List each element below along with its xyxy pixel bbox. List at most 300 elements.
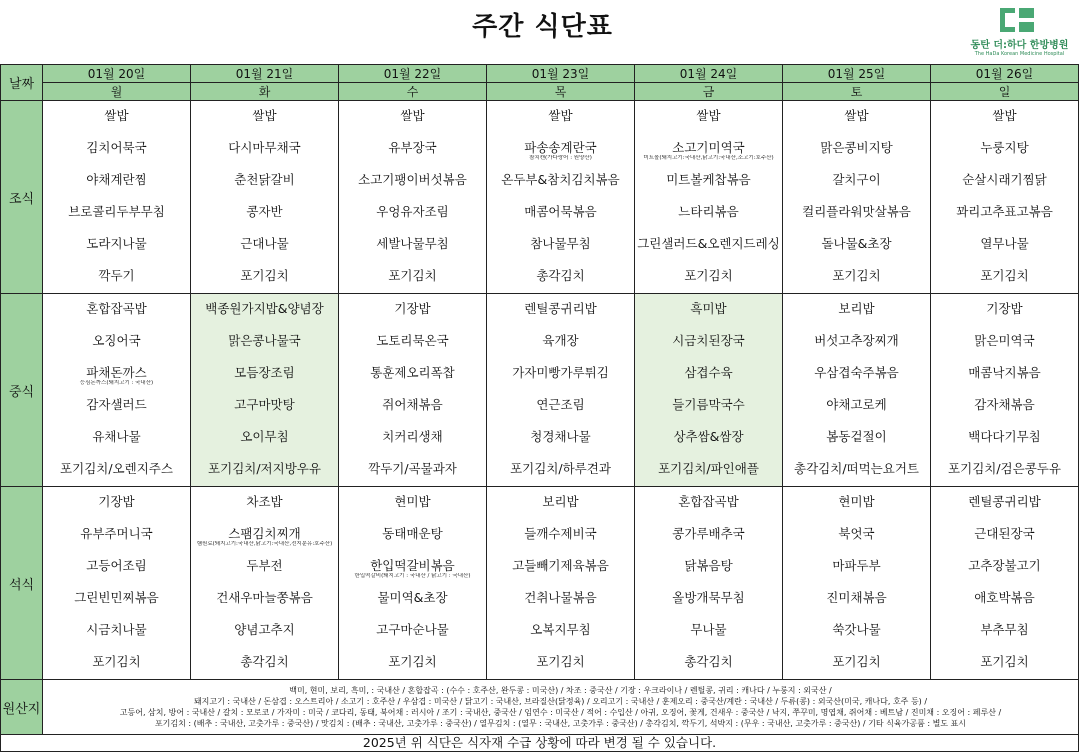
meal-cell xyxy=(43,487,191,680)
menu-item-text: 북엇국 xyxy=(838,526,875,541)
menu-item-note: 미트볼(돼지고기:국내산,닭고기:국내산,소고기:호주산) xyxy=(643,155,774,161)
menu-item xyxy=(931,133,1078,165)
menu-item xyxy=(43,454,190,486)
menu-item-text: 기장밥 xyxy=(98,494,135,509)
menu-item-text: 근대된장국 xyxy=(974,526,1035,541)
day-header: 토 xyxy=(783,83,931,101)
menu-item xyxy=(635,165,782,197)
menu-item-text: 렌틸콩귀리밥 xyxy=(968,494,1041,509)
meal-cell xyxy=(191,487,339,680)
menu-item-text: 참나물무침 xyxy=(530,236,591,251)
menu-item xyxy=(783,197,930,229)
menu-item xyxy=(191,197,338,229)
date-row xyxy=(1,65,1079,83)
menu-item-text: 닭볶음탕 xyxy=(684,558,733,573)
menu-item xyxy=(339,261,486,293)
menu-item-text: 매콤낙지볶음 xyxy=(968,365,1041,380)
menu-item-text: 쥐어채볶음 xyxy=(382,397,443,412)
menu-item-text: 미트볼케찹볶음 xyxy=(666,172,751,187)
menu-item xyxy=(783,390,930,422)
meal-cell xyxy=(931,101,1079,294)
day-row xyxy=(1,83,1079,101)
menu-item-text: 유채나물 xyxy=(92,429,141,444)
menu-item-text: 소고기미역국 xyxy=(672,140,745,155)
menu-item-text: 진미채볶음 xyxy=(826,590,887,605)
menu-item xyxy=(783,615,930,647)
menu-item xyxy=(339,615,486,647)
origin-line: 돼지고기 : 국내산 / 돈삼겹 : 오스트리아 / 소고기 : 호주산 / 우삼겹 : 미국산 / 닭고기 : 국내산, 브라질산(닭정육) / 오리고기 : 국내산 / 훈제오리 : 중국산/계란 : 국내산 / 두류(콩) : 외국산(미국, 캐나다, 호주 등) / xyxy=(193,697,928,706)
menu-item-text: 쑥갓나물 xyxy=(832,622,881,637)
menu-item xyxy=(487,294,634,326)
meal-cell xyxy=(783,101,931,294)
menu-item xyxy=(43,390,190,422)
menu-item-note: 등심돈까스(돼지고기 : 국내산) xyxy=(79,380,154,386)
menu-item-text: 현미밥 xyxy=(394,494,431,509)
menu-item-text: 고구마맛탕 xyxy=(234,397,295,412)
hospital-logo xyxy=(962,6,1077,62)
menu-item-text: 느타리볶음 xyxy=(678,204,739,219)
menu-item xyxy=(191,422,338,454)
meal-cell xyxy=(43,101,191,294)
menu-item xyxy=(487,422,634,454)
menu-item-text: 포기김치/오렌지주스 xyxy=(60,461,173,476)
menu-item-text: 김치어묵국 xyxy=(86,140,147,155)
origin-row xyxy=(1,680,1079,735)
meal-cell xyxy=(191,294,339,487)
menu-item-text: 버섯고추장찌개 xyxy=(814,333,899,348)
menu-item-text: 연근조림 xyxy=(536,397,585,412)
menu-item xyxy=(43,551,190,583)
menu-item xyxy=(635,261,782,293)
menu-item xyxy=(487,519,634,551)
menu-item xyxy=(635,551,782,583)
menu-item xyxy=(635,390,782,422)
menu-item xyxy=(783,101,930,133)
menu-item xyxy=(339,519,486,551)
menu-item-text: 맑은콩나물국 xyxy=(228,333,301,348)
menu-item-text: 백종원가지밥&양념장 xyxy=(205,301,324,316)
menu-item-text: 세발나물무침 xyxy=(376,236,449,251)
menu-item xyxy=(783,261,930,293)
menu-item-text: 우엉유자조림 xyxy=(376,204,449,219)
menu-item xyxy=(339,133,486,165)
meal-row xyxy=(1,294,1079,487)
menu-item xyxy=(931,647,1078,679)
menu-item-text: 콩가루배추국 xyxy=(672,526,745,541)
origin-label: 원산지 xyxy=(1,680,43,735)
menu-item-text: 누룽지탕 xyxy=(980,140,1029,155)
menu-item-text: 포기김치 xyxy=(388,268,437,283)
menu-item-text: 오이무침 xyxy=(240,429,289,444)
menu-item xyxy=(339,165,486,197)
menu-item xyxy=(191,294,338,326)
menu-item xyxy=(487,358,634,390)
menu-item xyxy=(43,422,190,454)
menu-item-text: 렌틸콩귀리밥 xyxy=(524,301,597,316)
menu-item-text: 보리밥 xyxy=(542,494,579,509)
menu-item xyxy=(931,551,1078,583)
menu-item-text: 고추장불고기 xyxy=(968,558,1041,573)
menu-item xyxy=(635,358,782,390)
menu-item-text: 유부장국 xyxy=(388,140,437,155)
menu-item-text: 청경채나물 xyxy=(530,429,591,444)
menu-item-text: 맑은콩비지탕 xyxy=(820,140,893,155)
menu-item-text: 상추쌈&쌈장 xyxy=(673,429,744,444)
meal-cell xyxy=(783,294,931,487)
menu-item-text: 애호박볶음 xyxy=(974,590,1035,605)
origin-line: 포기김치 : (배추 : 국내산, 고춧가루 : 중국산) / 맛김치 : (배추 : 국내산, 고춧가루 : 중국산) / 열무김치 : (열무 : 국내산, 고춧가루 : 중국산) / 총각김치, 깍두기, 석박지 : (무우 : 국내산, 고춧가루 : 중국산) / 기타 식육가공품 : 별도 표시 xyxy=(154,719,967,728)
menu-item-note: 참치캔(가다랑어 : 원양산) xyxy=(529,155,592,161)
menu-item xyxy=(339,326,486,358)
menu-item-text: 혼합잡곡밥 xyxy=(678,494,739,509)
menu-item-text: 육개장 xyxy=(542,333,579,348)
menu-item xyxy=(487,647,634,679)
menu-item-text: 춘천닭갈비 xyxy=(234,172,295,187)
menu-item-text: 스팸김치찌개 xyxy=(228,526,301,541)
menu-item xyxy=(191,229,338,261)
menu-item xyxy=(931,487,1078,519)
menu-item xyxy=(635,326,782,358)
menu-item-text: 쌀밥 xyxy=(696,108,721,123)
menu-item xyxy=(191,487,338,519)
meal-row xyxy=(1,487,1079,680)
meal-label: 석식 xyxy=(1,487,43,680)
meal-cell xyxy=(783,487,931,680)
menu-item xyxy=(487,583,634,615)
menu-item-text: 양념고추지 xyxy=(234,622,295,637)
menu-item xyxy=(487,487,634,519)
menu-item-text: 매콤어묵볶음 xyxy=(524,204,597,219)
menu-item-text: 들깨수제비국 xyxy=(524,526,597,541)
date-label: 날짜 xyxy=(1,65,43,101)
menu-item xyxy=(487,197,634,229)
menu-item-text: 건취나물볶음 xyxy=(524,590,597,605)
day-header: 수 xyxy=(339,83,487,101)
weekly-menu-table xyxy=(0,64,1079,752)
menu-item-text: 열무나물 xyxy=(980,236,1029,251)
menu-item-text: 기장밥 xyxy=(986,301,1023,316)
date-header: 01월 23일 xyxy=(487,65,635,83)
menu-item-text: 포기김치 xyxy=(388,654,437,669)
page-title: 주간 식단표 xyxy=(472,12,613,42)
date-header: 01월 22일 xyxy=(339,65,487,83)
menu-item xyxy=(43,583,190,615)
menu-item-text: 고구마순나물 xyxy=(376,622,449,637)
menu-item xyxy=(783,358,930,390)
menu-item xyxy=(635,519,782,551)
meal-cell xyxy=(635,101,783,294)
meal-cell xyxy=(931,294,1079,487)
meal-cell xyxy=(191,101,339,294)
menu-item-text: 부추무침 xyxy=(980,622,1029,637)
menu-item xyxy=(339,583,486,615)
menu-item-text: 감자샐러드 xyxy=(86,397,147,412)
meal-cell xyxy=(635,294,783,487)
menu-item-text: 꽈리고추표고볶음 xyxy=(956,204,1053,219)
menu-item-text: 쌀밥 xyxy=(400,108,425,123)
menu-item xyxy=(191,454,338,486)
menu-item xyxy=(487,615,634,647)
menu-item-text: 포기김치 xyxy=(832,654,881,669)
menu-item-text: 감자채볶음 xyxy=(974,397,1035,412)
menu-item-text: 통훈제오리폭찹 xyxy=(370,365,455,380)
menu-item xyxy=(191,101,338,133)
menu-item-text: 포기김치 xyxy=(980,654,1029,669)
menu-item xyxy=(339,422,486,454)
menu-item-text: 동태매운탕 xyxy=(382,526,443,541)
menu-item-text: 치커리생채 xyxy=(382,429,443,444)
menu-item xyxy=(191,551,338,583)
menu-item-text: 우삼겹숙주볶음 xyxy=(814,365,899,380)
menu-item xyxy=(43,197,190,229)
menu-item xyxy=(43,261,190,293)
meal-label: 조식 xyxy=(1,101,43,294)
date-header: 01월 24일 xyxy=(635,65,783,83)
logo-subtitle: The HaDa Korean Medicine Hospital xyxy=(974,51,1065,57)
menu-item xyxy=(487,326,634,358)
date-header: 01월 20일 xyxy=(43,65,191,83)
menu-item xyxy=(43,133,190,165)
menu-item xyxy=(635,422,782,454)
menu-item xyxy=(43,326,190,358)
menu-item xyxy=(931,583,1078,615)
notice-text: 2025년 위 식단은 식자재 수급 상황에 따라 변경 될 수 있습니다. xyxy=(1,735,1079,752)
menu-item xyxy=(339,197,486,229)
menu-item-text: 포기김치 xyxy=(684,268,733,283)
day-header: 화 xyxy=(191,83,339,101)
menu-item xyxy=(931,358,1078,390)
menu-item xyxy=(931,615,1078,647)
menu-item-text: 보리밥 xyxy=(838,301,875,316)
menu-item xyxy=(783,551,930,583)
menu-item-text: 야채계란찜 xyxy=(86,172,147,187)
menu-item xyxy=(783,229,930,261)
menu-item-text: 근대나물 xyxy=(240,236,289,251)
menu-item xyxy=(191,358,338,390)
menu-item xyxy=(43,294,190,326)
menu-item xyxy=(931,519,1078,551)
menu-item-text: 오징어국 xyxy=(92,333,141,348)
menu-item xyxy=(783,294,930,326)
menu-item-text: 흑미밥 xyxy=(690,301,727,316)
menu-item-text: 포기김치 xyxy=(240,268,289,283)
menu-item-text: 모듬장조림 xyxy=(234,365,295,380)
menu-item-text: 한입떡갈비볶음 xyxy=(370,558,455,573)
menu-item-text: 총각김치 xyxy=(240,654,289,669)
menu-item-text: 쌀밥 xyxy=(992,108,1017,123)
origin-line: 백미, 현미, 보리, 흑미, : 국내산 / 혼합잡곡 : (수수 : 호주산, 완두콩 : 미국산) / 차조 : 중국산 / 기장 : 우크라이나 / 렌틸콩, 귀리 : 캐나다 / 누룽지 : 외국산 / xyxy=(289,686,832,695)
menu-item-text: 오복지무침 xyxy=(530,622,591,637)
menu-item-text: 고등어조림 xyxy=(86,558,147,573)
menu-item-text: 총각김치/떠먹는요거트 xyxy=(794,461,919,476)
meal-cell xyxy=(931,487,1079,680)
menu-item-text: 현미밥 xyxy=(838,494,875,509)
hospital-logo-icon xyxy=(1000,8,1034,32)
menu-item-text: 그린빈민찌볶음 xyxy=(74,590,159,605)
menu-item-text: 가자미빵가루튀김 xyxy=(512,365,609,380)
menu-item xyxy=(783,487,930,519)
day-header: 목 xyxy=(487,83,635,101)
menu-item-text: 들기름막국수 xyxy=(672,397,745,412)
menu-item xyxy=(487,101,634,133)
menu-item xyxy=(931,101,1078,133)
menu-item-text: 총각김치 xyxy=(536,268,585,283)
date-header: 01월 25일 xyxy=(783,65,931,83)
menu-item xyxy=(783,165,930,197)
menu-item-text: 봄동겉절이 xyxy=(826,429,887,444)
menu-item xyxy=(487,261,634,293)
menu-item xyxy=(339,551,486,583)
menu-item xyxy=(931,326,1078,358)
meal-cell xyxy=(339,101,487,294)
day-header: 일 xyxy=(931,83,1079,101)
menu-item xyxy=(931,454,1078,486)
menu-item-text: 소고기팽이버섯볶음 xyxy=(358,172,467,187)
menu-item xyxy=(635,101,782,133)
menu-item xyxy=(43,229,190,261)
menu-item xyxy=(191,519,338,551)
menu-item-text: 포기김치/하루견과 xyxy=(510,461,611,476)
menu-item xyxy=(931,229,1078,261)
menu-item xyxy=(191,647,338,679)
origin-info xyxy=(43,680,1079,735)
menu-item-text: 콩자반 xyxy=(246,204,283,219)
menu-item-text: 깍두기/곡물과자 xyxy=(368,461,457,476)
menu-item-text: 시금치된장국 xyxy=(672,333,745,348)
menu-item xyxy=(339,454,486,486)
menu-item-text: 갈치구이 xyxy=(832,172,881,187)
menu-item xyxy=(43,165,190,197)
menu-item-text: 총각김치 xyxy=(684,654,733,669)
menu-item-text: 유부주머니국 xyxy=(80,526,153,541)
date-header: 01월 21일 xyxy=(191,65,339,83)
menu-item-text: 물미역&초장 xyxy=(377,590,448,605)
menu-item-text: 야채고로케 xyxy=(826,397,887,412)
menu-item xyxy=(931,390,1078,422)
menu-item xyxy=(635,294,782,326)
menu-item xyxy=(635,615,782,647)
menu-item-text: 두부전 xyxy=(246,558,283,573)
date-header: 01월 26일 xyxy=(931,65,1079,83)
menu-item xyxy=(931,165,1078,197)
meal-cell xyxy=(339,487,487,680)
menu-item-text: 포기김치/검은콩두유 xyxy=(948,461,1061,476)
menu-item xyxy=(487,454,634,486)
menu-item-text: 기장밥 xyxy=(394,301,431,316)
menu-item xyxy=(191,165,338,197)
meal-cell xyxy=(487,101,635,294)
menu-item xyxy=(931,294,1078,326)
menu-item xyxy=(43,519,190,551)
day-header: 금 xyxy=(635,83,783,101)
menu-item xyxy=(191,390,338,422)
menu-item-text: 쌀밥 xyxy=(104,108,129,123)
menu-item xyxy=(43,487,190,519)
menu-item-text: 파송송계란국 xyxy=(524,140,597,155)
menu-item xyxy=(635,583,782,615)
menu-item xyxy=(931,197,1078,229)
menu-item-text: 컬리플라워맛살볶음 xyxy=(802,204,911,219)
menu-item xyxy=(783,326,930,358)
meal-cell xyxy=(339,294,487,487)
menu-item xyxy=(783,519,930,551)
origin-line: 고등어, 삼치, 방어 : 국내산 / 갈치 : 모로코 / 가자미 : 미국 / 코다리, 동태, 북어채 : 러시아 / 조기 : 국내산, 중국산 / 임연수 : 미국산 / 적어 : 수입산 / 아귀, 오징어, 꽃게, 건새우 : 중국산 / 낙지, 쭈꾸미, 명엽채, 쥐어채 : 베트남 / 진미채 : 오징어 : 페루산 / xyxy=(119,708,1002,717)
menu-item xyxy=(783,583,930,615)
menu-item-text: 마파두부 xyxy=(832,558,881,573)
menu-item-text: 포기김치/파인애플 xyxy=(658,461,759,476)
menu-item xyxy=(931,261,1078,293)
menu-item-text: 혼합잡곡밥 xyxy=(86,301,147,316)
menu-item xyxy=(43,647,190,679)
menu-item-text: 맑은미역국 xyxy=(974,333,1035,348)
menu-item xyxy=(339,390,486,422)
menu-item xyxy=(635,229,782,261)
menu-item xyxy=(783,647,930,679)
menu-item xyxy=(635,487,782,519)
day-header: 월 xyxy=(43,83,191,101)
menu-item xyxy=(487,133,634,165)
meal-label: 중식 xyxy=(1,294,43,487)
menu-item-text: 다시마무채국 xyxy=(228,140,301,155)
menu-item-text: 쌀밥 xyxy=(844,108,869,123)
meal-row xyxy=(1,101,1079,294)
menu-item-text: 건새우마늘쫑볶음 xyxy=(216,590,313,605)
menu-item-text: 순살시래기찜닭 xyxy=(962,172,1047,187)
menu-item-text: 파채돈까스 xyxy=(86,365,147,380)
meal-cell xyxy=(43,294,191,487)
menu-item-text: 그린샐러드&오렌지드레싱 xyxy=(637,236,780,251)
menu-item-text: 포기김치 xyxy=(980,268,1029,283)
menu-item-text: 쌀밥 xyxy=(252,108,277,123)
menu-item xyxy=(783,454,930,486)
menu-item-text: 도라지나물 xyxy=(86,236,147,251)
menu-item xyxy=(191,261,338,293)
menu-item-text: 고들빼기제육볶음 xyxy=(512,558,609,573)
menu-item xyxy=(487,390,634,422)
menu-item xyxy=(43,101,190,133)
menu-item-text: 포기김치/저지방우유 xyxy=(208,461,321,476)
menu-item-text: 깍두기 xyxy=(98,268,135,283)
menu-item xyxy=(635,454,782,486)
menu-item-text: 브로콜리두부무침 xyxy=(68,204,165,219)
menu-item xyxy=(191,583,338,615)
menu-item-text: 돌나물&초장 xyxy=(821,236,892,251)
menu-item-text: 무나물 xyxy=(690,622,727,637)
meal-cell xyxy=(487,294,635,487)
menu-item-text: 쌀밥 xyxy=(548,108,573,123)
menu-item xyxy=(43,358,190,390)
menu-item xyxy=(783,133,930,165)
menu-item-text: 차조밥 xyxy=(246,494,283,509)
menu-item xyxy=(339,101,486,133)
menu-item-text: 올방개묵무침 xyxy=(672,590,745,605)
menu-item xyxy=(339,358,486,390)
menu-item xyxy=(931,422,1078,454)
notice-row xyxy=(1,735,1079,752)
menu-item-note: 한입떡갈비(돼지고기 : 국내산 / 닭고기 : 국내산) xyxy=(354,573,471,579)
menu-item xyxy=(191,615,338,647)
menu-item-text: 시금치나물 xyxy=(86,622,147,637)
menu-item-note: 햄원료(돼지고기:국내산,닭고기:국내산,전지분유:호주산) xyxy=(196,541,333,547)
menu-item xyxy=(783,422,930,454)
meal-cell xyxy=(635,487,783,680)
menu-item xyxy=(635,197,782,229)
menu-item-text: 포기김치 xyxy=(92,654,141,669)
menu-item-text: 포기김치 xyxy=(832,268,881,283)
menu-item-text: 온두부&참치김치볶음 xyxy=(501,172,620,187)
menu-item xyxy=(635,133,782,165)
menu-item xyxy=(191,326,338,358)
